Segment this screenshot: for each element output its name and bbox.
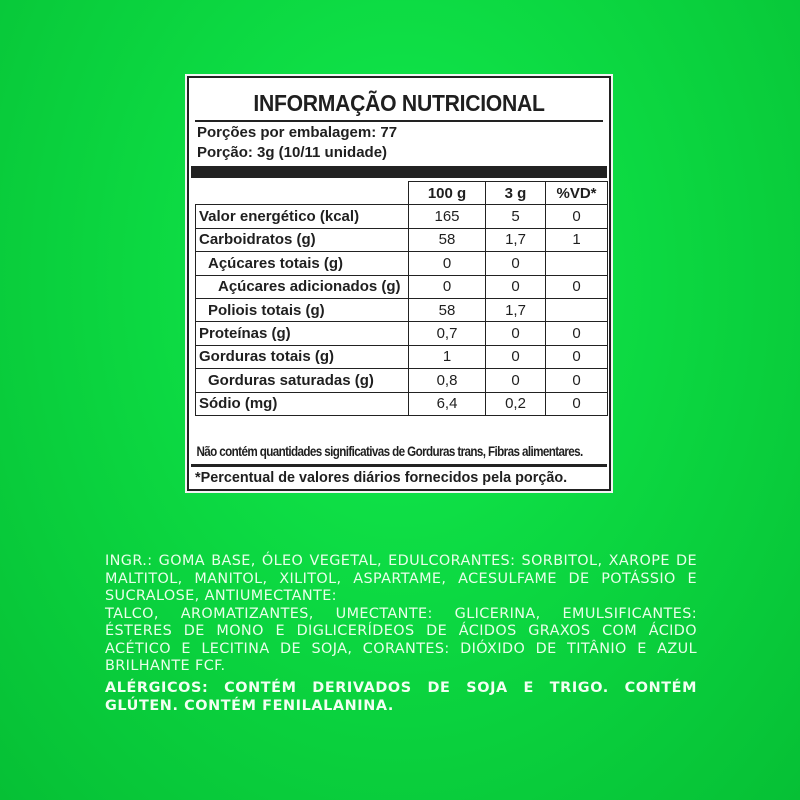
value-per-portion: 1,7 bbox=[486, 298, 546, 321]
table-row bbox=[196, 298, 608, 321]
nutrient-name: Valor energético (kcal) bbox=[196, 205, 409, 228]
value-per-portion: 0 bbox=[486, 252, 546, 275]
table-row bbox=[196, 228, 608, 251]
value-daily-percent: 0 bbox=[546, 345, 608, 368]
value-daily-percent: 0 bbox=[546, 369, 608, 392]
thick-divider-bar bbox=[191, 166, 607, 178]
value-per-100g: 0 bbox=[409, 252, 486, 275]
nutrition-table bbox=[195, 181, 608, 416]
nutrient-name: Sódio (mg) bbox=[196, 392, 409, 415]
table-row bbox=[196, 252, 608, 275]
value-daily-percent bbox=[546, 298, 608, 321]
nutrient-name: Gorduras saturadas (g) bbox=[196, 369, 409, 392]
column-header-100g: 100 g bbox=[409, 182, 486, 205]
table-row bbox=[196, 275, 608, 298]
value-per-100g: 6,4 bbox=[409, 392, 486, 415]
column-header-vd: %VD* bbox=[546, 182, 608, 205]
value-daily-percent: 0 bbox=[546, 205, 608, 228]
value-per-portion: 0 bbox=[486, 322, 546, 345]
nutrition-facts-label bbox=[187, 76, 611, 491]
value-daily-percent: 0 bbox=[546, 392, 608, 415]
header-blank-cell bbox=[196, 182, 409, 205]
nutrition-title: INFORMAÇÃO NUTRICIONAL bbox=[253, 90, 545, 116]
no-significant-amounts-note: Não contém quantidades significativas de Gorduras trans, Fibras alimentares. bbox=[196, 444, 583, 459]
value-per-100g: 165 bbox=[409, 205, 486, 228]
value-daily-percent: 0 bbox=[546, 322, 608, 345]
value-per-portion: 0,2 bbox=[486, 392, 546, 415]
nutrient-name: Gorduras totais (g) bbox=[196, 345, 409, 368]
nutrient-name: Açúcares adicionados (g) bbox=[196, 275, 409, 298]
nutrient-name: Poliois totais (g) bbox=[196, 298, 409, 321]
table-header-row bbox=[196, 182, 608, 205]
value-daily-percent: 1 bbox=[546, 228, 608, 251]
value-per-100g: 0,8 bbox=[409, 369, 486, 392]
value-per-100g: 58 bbox=[409, 298, 486, 321]
table-row bbox=[196, 369, 608, 392]
allergens-warning: ALÉRGICOS: CONTÉM DERIVADOS DE SOJA E TRIGO. CONTÉM GLÚTEN. CONTÉM FENILALANINA. bbox=[105, 680, 697, 714]
value-daily-percent: 0 bbox=[546, 275, 608, 298]
value-per-portion: 0 bbox=[486, 275, 546, 298]
daily-value-footnote: *Percentual de valores diários fornecidos pela porção. bbox=[195, 469, 568, 486]
nutrient-name: Açúcares totais (g) bbox=[196, 252, 409, 275]
table-row bbox=[196, 392, 608, 415]
table-row bbox=[196, 322, 608, 345]
servings-per-package: Porções por embalagem: 77 bbox=[197, 124, 398, 141]
value-per-100g: 0 bbox=[409, 275, 486, 298]
table-row bbox=[196, 345, 608, 368]
ingredients-text bbox=[105, 553, 697, 676]
value-per-100g: 0,7 bbox=[409, 322, 486, 345]
value-per-portion: 5 bbox=[486, 205, 546, 228]
nutrient-name: Carboidratos (g) bbox=[196, 228, 409, 251]
ingredients-paragraph: TALCO, AROMATIZANTES, UMECTANTE: GLICERINA, EMULSIFICANTES: ÉSTERES DE MONO E DIGLICERÍDEOS DE ÁCIDOS GRAXOS COM ÁCIDO ACÉTICO E LECITINA DE SOJA, CORANTES: DIÓXIDO DE TITÂNIO E AZUL BRILHANTE FCF. bbox=[105, 605, 697, 674]
table-row bbox=[196, 205, 608, 228]
ingredients-paragraph: INGR.: GOMA BASE, ÓLEO VEGETAL, EDULCORANTES: SORBITOL, XAROPE DE MALTITOL, MANITOL, XILITOL, ASPARTAME, ACESULFAME DE POTÁSSIO E SUCRALOSE, ANTIUMECTANTE: bbox=[105, 553, 697, 604]
serving-size: Porção: 3g (10/11 unidade) bbox=[197, 144, 388, 161]
value-daily-percent bbox=[546, 252, 608, 275]
value-per-100g: 1 bbox=[409, 345, 486, 368]
title-divider bbox=[195, 120, 603, 122]
nutrient-name: Proteínas (g) bbox=[196, 322, 409, 345]
value-per-portion: 0 bbox=[486, 369, 546, 392]
value-per-portion: 0 bbox=[486, 345, 546, 368]
value-per-portion: 1,7 bbox=[486, 228, 546, 251]
value-per-100g: 58 bbox=[409, 228, 486, 251]
column-header-portion: 3 g bbox=[486, 182, 546, 205]
